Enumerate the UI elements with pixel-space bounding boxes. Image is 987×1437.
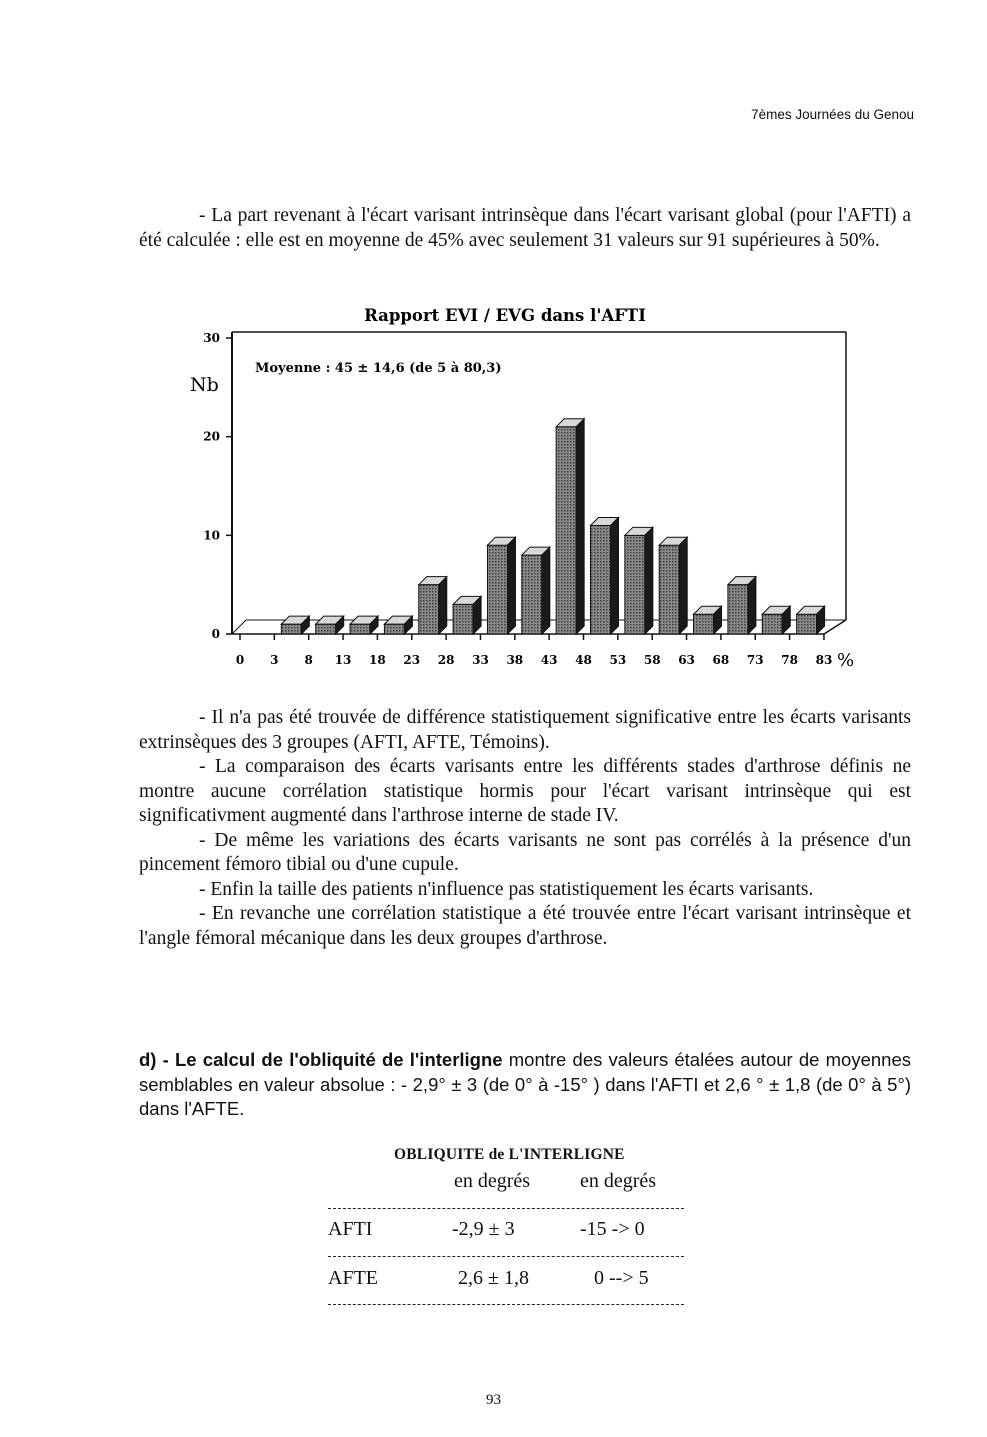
table-divider [328, 1208, 684, 1209]
x-tick-label: 43 [540, 653, 558, 667]
page-number: 93 [486, 1392, 501, 1408]
x-tick-label: 68 [712, 653, 730, 667]
x-tick-label: 48 [575, 653, 592, 667]
bar-front [522, 555, 542, 634]
bar-front [419, 585, 439, 634]
bar-side [576, 419, 584, 634]
histogram-bar [694, 606, 722, 634]
x-tick-label: 33 [472, 653, 489, 667]
histogram-bar [453, 596, 481, 634]
x-tick-label: 38 [506, 653, 524, 667]
bar-side [611, 517, 619, 634]
intro-text: - La part revenant à l'écart varisant intrinsèque dans l'écart varisant global (pour l'AFTI) a été calculée : elle est en moyenne de 45% avec seulement 31 valeurs sur 91 supérieures à 50%. [139, 205, 911, 251]
col-mean-header: en degrés [454, 1170, 531, 1192]
x-tick-label: 58 [643, 653, 661, 667]
bar-front [281, 624, 301, 634]
x-tick-label: 8 [304, 653, 313, 667]
x-axis [236, 634, 832, 667]
row-afti-group: AFTI [328, 1218, 373, 1240]
x-tick-label: 78 [781, 653, 798, 667]
row-afte-range: 0 --> 5 [594, 1267, 649, 1289]
y-tick-label: 30 [203, 331, 220, 345]
bar-front [762, 614, 782, 634]
section-d-heading: d) - Le calcul de l'obliquité de l'interligne [139, 1049, 503, 1070]
bar-front [316, 624, 336, 634]
row-afte-group: AFTE [328, 1267, 378, 1289]
histogram-bar [522, 547, 550, 634]
x-axis-label: % [837, 650, 855, 671]
paragraph-1: - Il n'a pas été trouvée de différence statistiquement significative entre les écarts varisants extrinsèques des 3 groupes (AFTI, AFTE, Témoins). [139, 707, 911, 753]
bar-front [556, 427, 576, 634]
bar-side [748, 577, 756, 634]
bar-front [384, 624, 404, 634]
bar-side [507, 537, 515, 634]
table-divider [328, 1256, 684, 1257]
bar-side [645, 527, 653, 634]
x-tick-label: 73 [746, 653, 764, 667]
bar-side [542, 547, 550, 634]
running-header: 7èmes Journées du Genou [751, 107, 914, 122]
y-axis-label: Nb [190, 374, 219, 396]
chart-title: Rapport EVI / EVG dans l'AFTI [364, 306, 646, 325]
histogram-bar [797, 606, 825, 634]
bar-front [487, 545, 507, 634]
bar-front [659, 545, 679, 634]
paragraph-3: - De même les variations des écarts varisants ne sont pas corrélés à la présence d'un pincement fémoro tibial ou d'une cupule. [139, 829, 911, 875]
bar-front [350, 624, 370, 634]
baseline-depth [824, 620, 846, 634]
x-tick-label: 23 [403, 653, 421, 667]
x-tick-label: 83 [815, 653, 833, 667]
chart-annotation: Moyenne : 45 ± 14,6 (de 5 à 80,3) [255, 361, 502, 376]
row-afti-mean: -2,9 ± 3 [452, 1218, 515, 1240]
section-d-text: montre des valeurs étalées autour de moyennes semblables en valeur absolue : - 2,9° ± 3 (de 0° à -15° ) dans l'AFTI et 2,6 ° ± 1,8 (de 0° à 5°) dans l'AFTE. [139, 1049, 911, 1119]
bar-front [797, 614, 817, 634]
histogram-bar [625, 527, 653, 634]
bar-front [625, 535, 645, 634]
paragraph-2: - La comparaison des écarts varisants entre les différents stades d'arthrose définis ne montre aucune corrélation statistique hormis pour l'écart varisant intrinsèque qui est significativment augmenté dans l'arthrose interne de stade IV. [139, 756, 911, 826]
y-tick-label: 0 [211, 627, 220, 641]
histogram-bar [762, 606, 790, 634]
row-afte-mean: 2,6 ± 1,8 [458, 1267, 529, 1289]
bar-side [679, 537, 687, 634]
paragraph-4: - Enfin la taille des patients n'influence pas statistiquement les écarts varisants. [199, 878, 814, 900]
histogram-bar [659, 537, 687, 634]
histogram-bar [350, 616, 378, 634]
x-tick-label: 0 [235, 653, 245, 667]
paragraph-5: - En revanche une corrélation statistique a été trouvée entre l'écart varisant intrinsèque et l'angle fémoral mécanique dans les deux groupes d'arthrose. [139, 903, 911, 949]
bar-front [694, 614, 714, 634]
x-tick-label: 63 [678, 653, 695, 667]
x-tick-label: 28 [437, 653, 455, 667]
bar-front [591, 525, 611, 634]
histogram-bar [556, 419, 584, 634]
histogram-bar [419, 577, 447, 634]
bar-front [453, 604, 473, 634]
row-afti-range: -15 -> 0 [580, 1218, 645, 1240]
histogram-chart [180, 300, 860, 672]
x-tick-label: 53 [609, 653, 627, 667]
histogram-bar [487, 537, 515, 634]
table-title: OBLIQUITE de L'INTERLIGNE [394, 1146, 625, 1163]
floor-depth [232, 620, 246, 634]
histogram-bar [728, 577, 756, 634]
x-tick-label: 13 [334, 653, 352, 667]
histogram-bar [591, 517, 619, 634]
y-tick-label: 10 [203, 528, 220, 543]
table-divider [328, 1304, 684, 1305]
histogram-bar [384, 616, 412, 634]
x-tick-label: 3 [270, 653, 279, 667]
histogram-bar [281, 616, 309, 634]
y-tick-label: 20 [203, 429, 220, 444]
bars [281, 419, 824, 634]
body-paragraphs [139, 706, 911, 951]
section-d-paragraph [139, 1048, 911, 1122]
histogram-bar [316, 616, 344, 634]
bar-front [728, 585, 748, 634]
col-range-header: en degrés [580, 1170, 657, 1192]
bar-side [439, 577, 447, 634]
x-tick-label: 18 [369, 653, 386, 667]
intro-paragraph [139, 204, 911, 253]
